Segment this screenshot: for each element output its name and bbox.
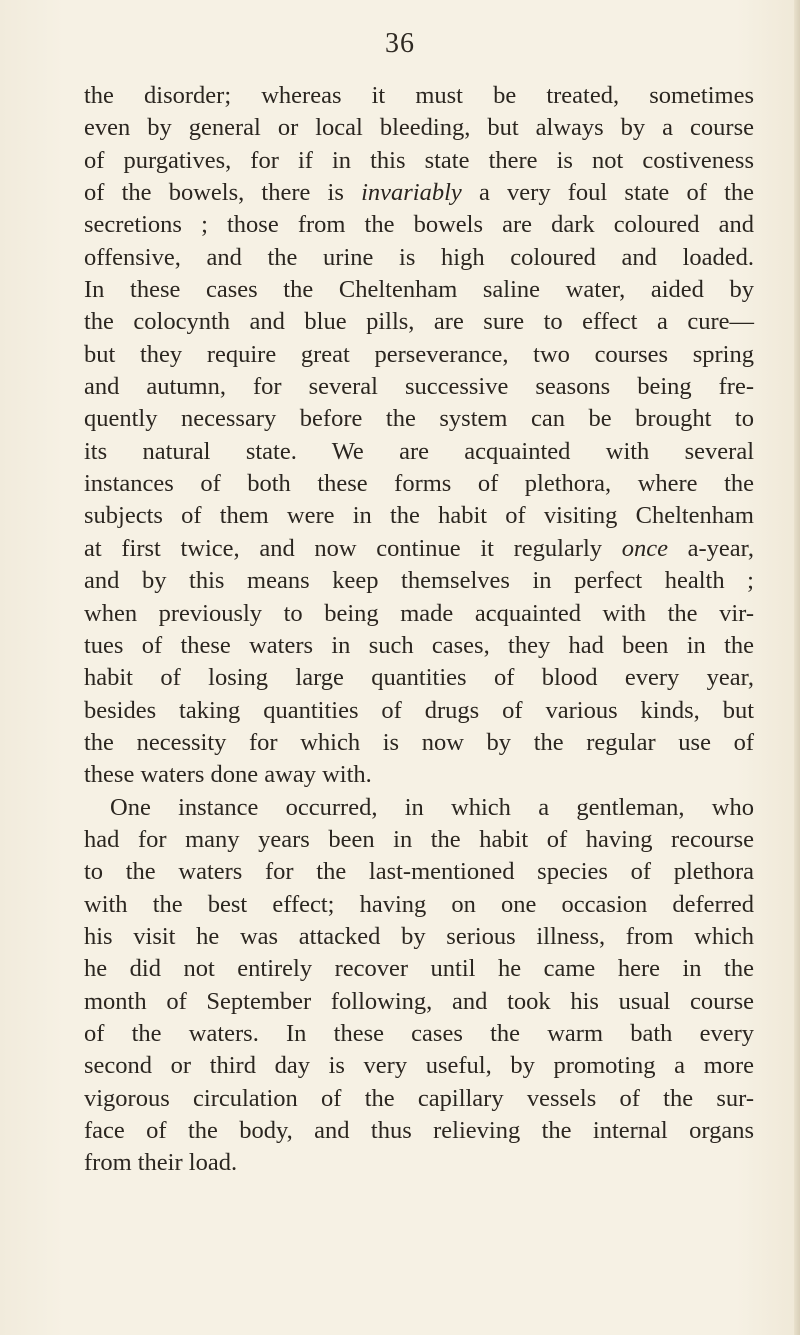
text-line: to the waters for the last-mentioned species of plethora xyxy=(84,858,754,886)
text-line: and autumn, for several successive seasons being fre- xyxy=(84,373,754,401)
text-line: when previously to being made acquainted with the vir- xyxy=(84,599,754,627)
body-text xyxy=(84,80,754,1180)
text-line: from their load. xyxy=(84,1149,238,1177)
text-line: secretions ; those from the bowels are dark coloured and xyxy=(84,211,754,239)
page-edge xyxy=(794,0,800,1335)
page-number: 36 xyxy=(385,28,415,59)
text-line: of the waters. In these cases the warm bath every xyxy=(84,1019,754,1047)
text-line: In these cases the Cheltenham saline water, aided by xyxy=(84,276,754,304)
text-run: at first twice, and now continue it regularly xyxy=(84,534,622,562)
text-line: he did not entirely recover until he came here in the xyxy=(84,955,754,983)
text-line: of purgatives, for if in this state there is not costiveness xyxy=(84,146,754,174)
text-line: subjects of them were in the habit of visiting Cheltenham xyxy=(84,502,754,530)
text-line: offensive, and the urine is high coloured and loaded. xyxy=(84,243,754,271)
text-line: these waters done away with. xyxy=(84,761,372,789)
italic-word: invariably xyxy=(361,179,462,207)
text-line: the disorder; whereas it must be treated, sometimes xyxy=(84,82,754,109)
text-line xyxy=(84,177,754,209)
text-run: of the bowels, there is xyxy=(84,179,362,207)
italic-word: once xyxy=(621,534,668,562)
text-line: quently necessary before the system can be brought to xyxy=(84,405,754,433)
text-line: his visit he was attacked by serious illness, from which xyxy=(84,922,754,950)
text-run: a very foul state of the xyxy=(461,179,755,207)
text-line: second or third day is very useful, by promoting a more xyxy=(84,1052,754,1080)
text-line: with the best effect; having on one occasion deferred xyxy=(84,890,754,918)
text-line: besides taking quantities of drugs of various kinds, but xyxy=(84,696,754,724)
text-line: but they require great perseverance, two courses spring xyxy=(84,340,754,368)
text-line: face of the body, and thus relieving the internal organs xyxy=(84,1117,754,1144)
text-line: vigorous circulation of the capillary vessels of the sur- xyxy=(84,1084,754,1112)
text-line: even by general or local bleeding, but always by a course xyxy=(84,114,754,142)
text-line: and by this means keep themselves in perfect health ; xyxy=(84,567,754,595)
text-line xyxy=(84,533,754,565)
text-line: the necessity for which is now by the regular use of xyxy=(84,728,754,756)
text-line: One instance occurred, in which a gentleman, who xyxy=(110,793,754,821)
text-line: month of September following, and took his usual course xyxy=(84,987,754,1015)
text-line: instances of both these forms of plethora, where the xyxy=(84,470,754,498)
text-line: the colocynth and blue pills, are sure to effect a cure— xyxy=(84,308,754,336)
text-line: habit of losing large quantities of blood every year, xyxy=(84,664,754,692)
text-run: a-year, xyxy=(667,534,754,562)
text-line: tues of these waters in such cases, they had been in the xyxy=(84,631,754,659)
text-line: had for many years been in the habit of having recourse xyxy=(84,825,754,853)
text-line: its natural state. We are acquainted with several xyxy=(84,437,754,465)
